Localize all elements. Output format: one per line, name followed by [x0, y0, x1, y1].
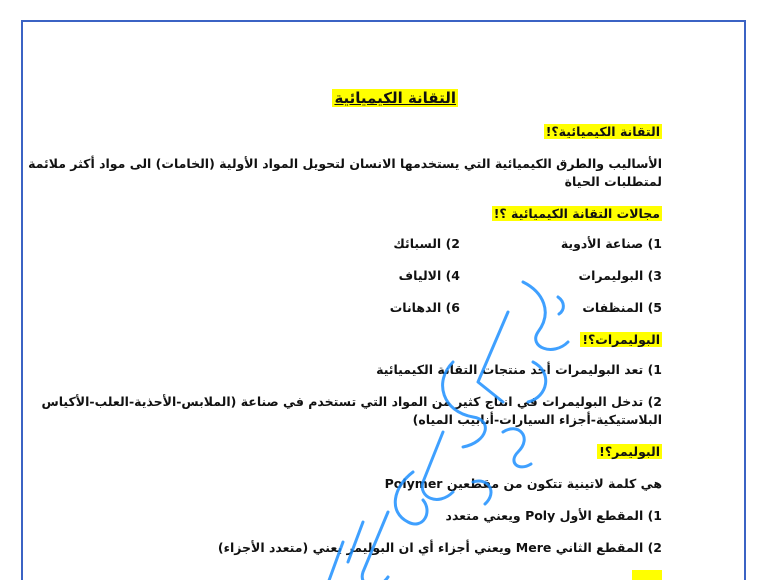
heading-polymer: البوليمر؟!	[599, 444, 660, 459]
polymer-part-2: 2) المقطع الثاني Mere ويعني أجزاء أي ان البوليمر يعني (متعدد الأجزاء)	[217, 540, 662, 555]
heading-polymers: البوليمرات؟!	[582, 332, 660, 347]
polymers-point-2-line-2: البلاستيكية-أجزاء السيارات-أنابيب المياه)	[412, 412, 662, 427]
field-item-3: 3) البوليمرات	[578, 268, 662, 283]
polymers-point-1: 1) تعد البوليمرات أحد منتجات التقانة الكيميائية	[376, 362, 662, 377]
next-heading-highlight	[632, 570, 662, 580]
wm-stroke	[478, 312, 508, 402]
heading-fields: مجالات التقانة الكيميائية ؟!	[493, 206, 660, 221]
wm-stroke	[503, 429, 531, 467]
definition-line-2: لمتطلبات الحياة	[564, 174, 662, 189]
wm-stroke	[558, 297, 563, 314]
field-item-4: 4) الالياف	[398, 268, 460, 283]
field-item-1: 1) صناعة الأدوية	[560, 236, 662, 251]
page-title: التقانة الكيميائية	[334, 89, 456, 107]
document-page	[21, 20, 746, 580]
field-item-6: 6) الدهانات	[389, 300, 460, 315]
field-item-2: 2) السبائك	[393, 236, 460, 251]
heading-chemical-technology: التقانة الكيميائية؟!	[545, 124, 660, 139]
definition-line-1: الأساليب والطرق الكيميائية التي يستخدمها الانسان لتحويل المواد الأولية (الخامات) الى مواد أكثر ملائمة	[28, 156, 662, 171]
field-item-5: 5) المنظفات	[582, 300, 662, 315]
polymer-definition: هي كلمة لاتينية تتكون من مقطعين Polymer	[384, 476, 662, 491]
polymer-part-1: 1) المقطع الأول Poly ويعني متعدد	[445, 508, 662, 523]
wm-stroke	[523, 282, 568, 349]
polymers-point-2-line-1: 2) تدخل البوليمرات في انتاج كثير من المواد التي تستخدم في صناعة (الملابس-الأحذية-العلب-الأكياس	[41, 394, 662, 409]
watermark-strokes	[323, 282, 568, 580]
